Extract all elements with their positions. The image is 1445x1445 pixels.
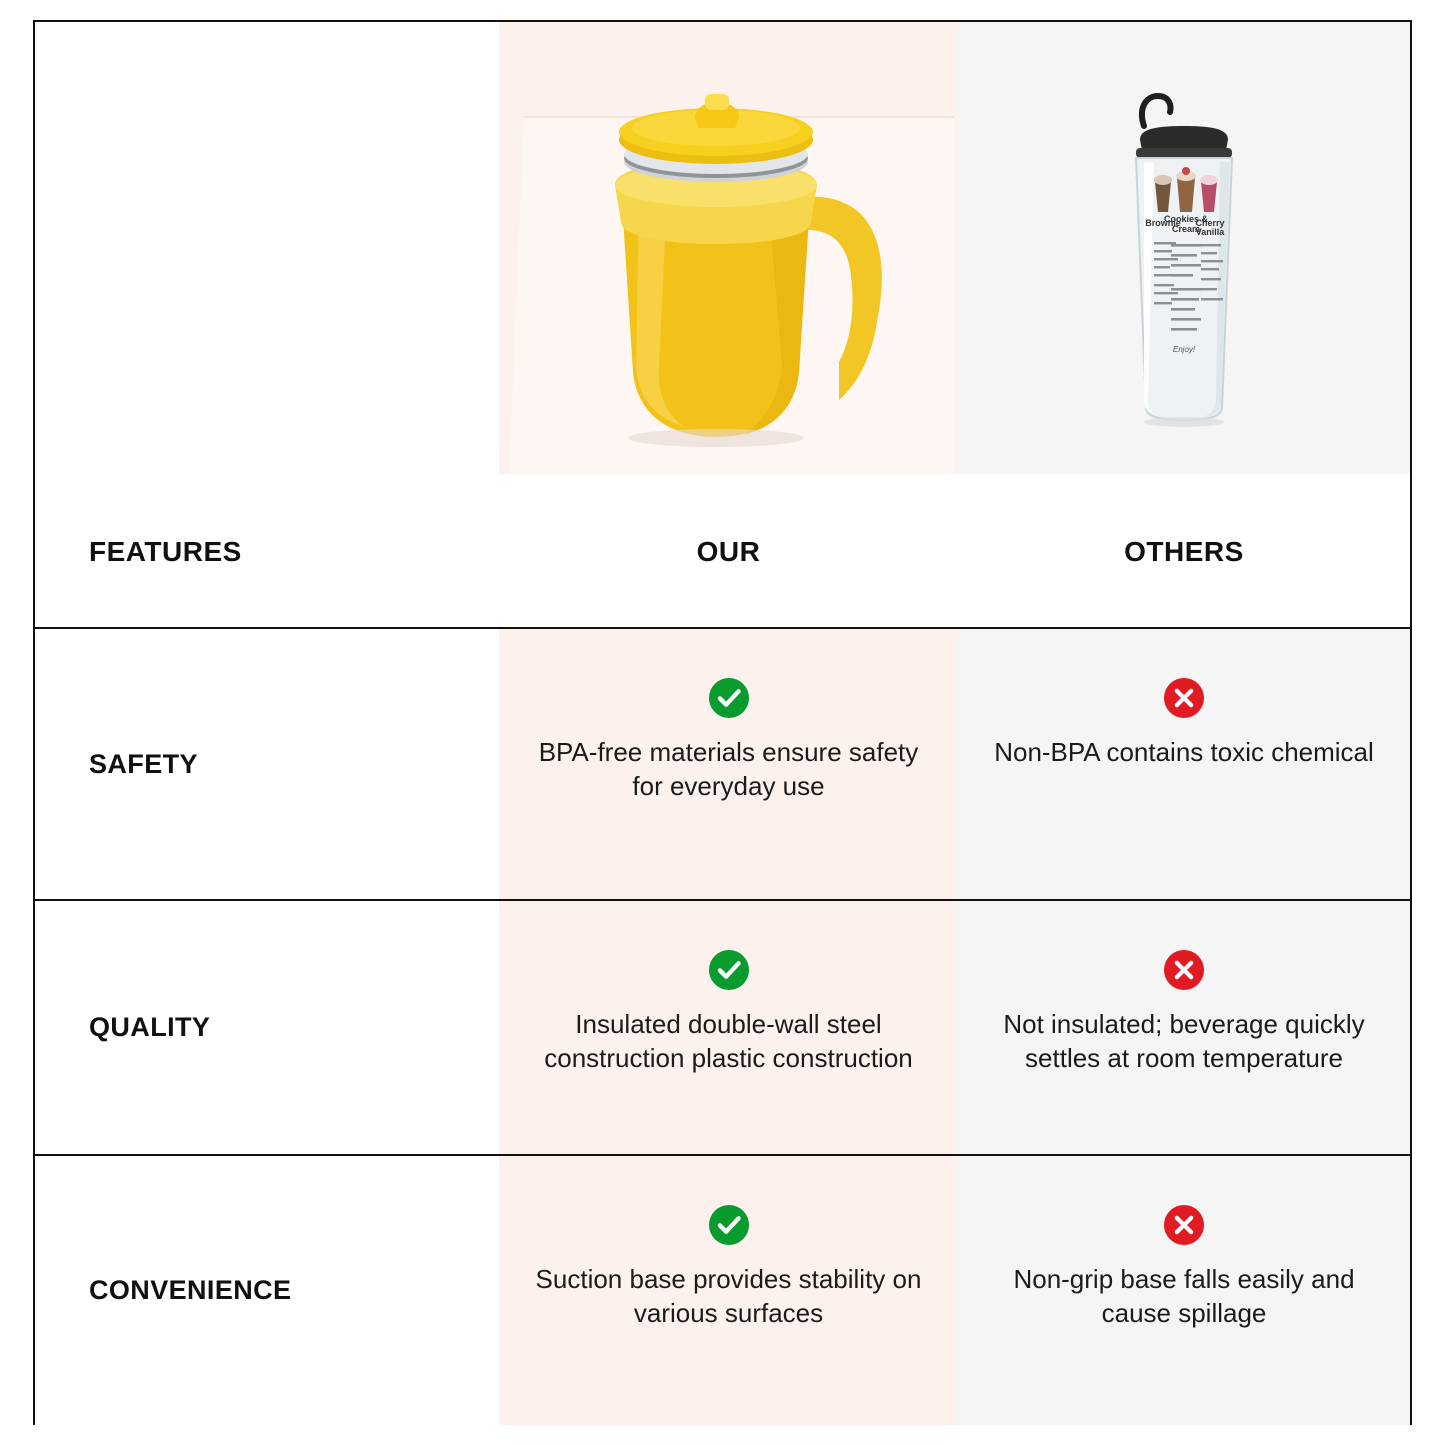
table-row <box>35 901 1410 1156</box>
our-product-image <box>499 22 958 474</box>
others-text-safety: Non-BPA contains toxic chemical <box>994 737 1374 767</box>
svg-text:Brownie: Brownie <box>1145 218 1181 228</box>
our-text-quality: Insulated double-wall steel construction plastic construction <box>544 1009 913 1074</box>
table-row <box>35 1156 1410 1425</box>
header-features: FEATURES <box>89 535 242 567</box>
our-cell-quality <box>499 901 958 1154</box>
svg-text:Cream: Cream <box>1171 224 1201 234</box>
yellow-mug-illustration <box>499 22 958 474</box>
others-text-convenience: Non-grip base falls easily and cause spillage <box>1013 1264 1355 1329</box>
others-product-image <box>958 22 1410 474</box>
cross-icon <box>1163 677 1205 719</box>
our-text-safety: BPA-free materials ensure safety for everyday use <box>538 737 919 802</box>
glass-svg <box>958 22 1410 474</box>
recipe-glass-illustration <box>958 22 1410 474</box>
our-cell-convenience <box>499 1156 958 1425</box>
cross-icon <box>1163 1204 1205 1246</box>
header-our: OUR <box>696 535 761 567</box>
product-image-row <box>35 22 1410 474</box>
mug-svg <box>499 22 958 474</box>
table-header-row <box>35 474 1410 629</box>
svg-text:Enjoy!: Enjoy! <box>1172 345 1196 354</box>
others-cell-safety <box>958 629 1410 899</box>
others-cell-convenience <box>958 1156 1410 1425</box>
svg-text:Vanilla: Vanilla <box>1195 227 1225 237</box>
svg-text:Cherry: Cherry <box>1195 218 1225 228</box>
check-icon <box>708 949 750 991</box>
comparison-table <box>33 20 1412 1425</box>
our-cell-safety <box>499 629 958 899</box>
check-icon <box>708 677 750 719</box>
feature-label-safety: SAFETY <box>35 629 499 899</box>
others-cell-quality <box>958 901 1410 1154</box>
check-icon <box>708 1204 750 1246</box>
svg-text:Cookies &: Cookies & <box>1163 214 1209 224</box>
cross-icon <box>1163 949 1205 991</box>
feature-label-quality: QUALITY <box>35 901 499 1154</box>
feature-label-convenience: CONVENIENCE <box>35 1156 499 1425</box>
table-row <box>35 629 1410 901</box>
others-text-quality: Not insulated; beverage quickly settles at room temperature <box>1003 1009 1365 1074</box>
our-text-convenience: Suction base provides stability on various surfaces <box>535 1264 922 1329</box>
header-others: OTHERS <box>1124 535 1244 567</box>
